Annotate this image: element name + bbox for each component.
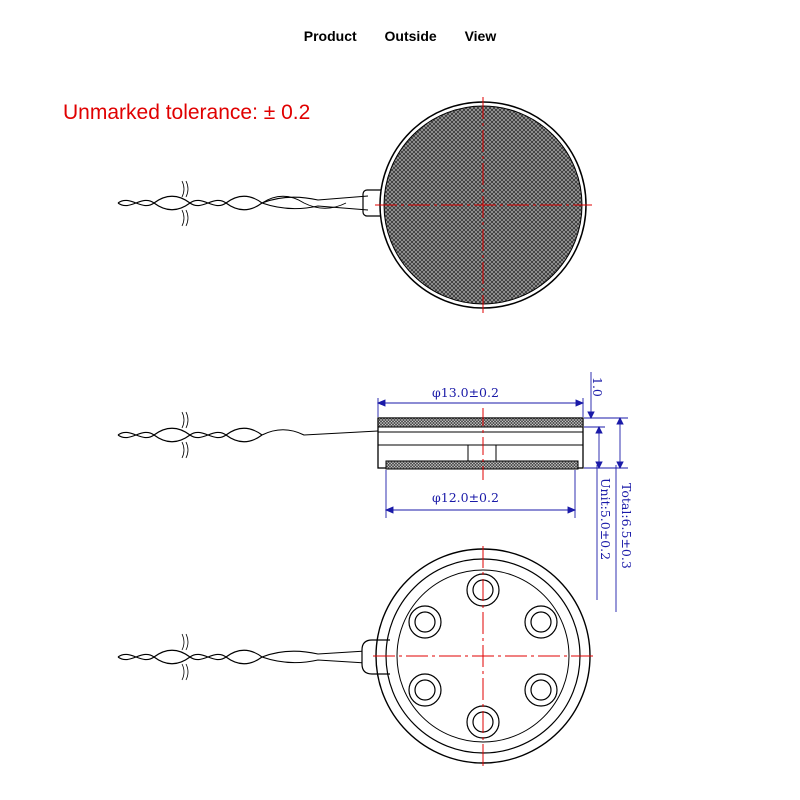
outer-diameter-label: φ13.0±0.2	[432, 385, 499, 400]
vent-hole-lower-right-inner	[531, 680, 551, 700]
dimension-outer-diameter	[378, 398, 583, 417]
side-view-top-cover	[378, 418, 583, 427]
title-word-product: Product	[303, 28, 357, 44]
top-view	[118, 97, 592, 313]
vent-hole-upper-left-inner	[415, 612, 435, 632]
total-height-label: Total:6.5±0.3	[619, 483, 634, 569]
title-word-view: View	[464, 28, 497, 44]
side-view	[118, 372, 634, 612]
title-word-outside: Outside	[384, 28, 437, 44]
unit-height-label: Unit:5.0±0.2	[598, 478, 613, 561]
side-view-lead-wires	[118, 412, 378, 458]
bottom-view-lead-wires	[118, 634, 366, 680]
side-view-bottom-ring	[386, 461, 578, 469]
tolerance-note: Unmarked tolerance: ± 0.2	[63, 101, 311, 124]
side-view-center-post	[468, 445, 496, 461]
top-view-lead-wires	[118, 181, 368, 226]
bottom-view	[118, 546, 593, 766]
vent-hole-upper-right-inner	[531, 612, 551, 632]
top-thickness-label: 1.0	[590, 377, 605, 397]
vent-hole-lower-left-inner	[415, 680, 435, 700]
inner-diameter-label: φ12.0±0.2	[432, 490, 499, 505]
